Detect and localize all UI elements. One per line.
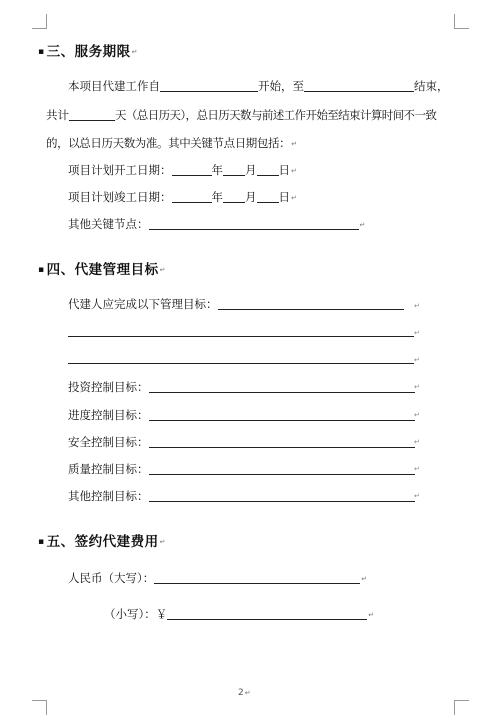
- label: 日: [278, 163, 290, 177]
- service-period-line-3[interactable]: [46, 135, 297, 151]
- paragraph-mark-icon: ↵: [291, 139, 298, 148]
- year-blank[interactable]: [172, 190, 212, 203]
- section-5-heading[interactable]: [38, 530, 166, 550]
- text: 本项目代建工作自: [68, 79, 160, 93]
- label: 年: [211, 190, 223, 204]
- text: 的，以总日历天数为准。其中关键节点日期包括：: [46, 136, 291, 150]
- day-blank[interactable]: [257, 190, 279, 203]
- paragraph-mark-icon: ↵: [291, 193, 297, 202]
- fee-uppercase-blank[interactable]: [154, 571, 360, 584]
- label: 其他关键节点：: [68, 217, 149, 231]
- text: 开始，至: [258, 79, 304, 93]
- paragraph-mark-icon: ↵: [414, 411, 420, 419]
- text: 共计: [46, 108, 69, 122]
- schedule-blank[interactable]: [149, 408, 415, 421]
- label: 人民币（大写）：: [68, 571, 155, 585]
- label: 项目计划竣工日期：: [68, 190, 172, 204]
- section-3-heading[interactable]: [38, 40, 138, 60]
- crop-mark-bottom-right: [454, 700, 469, 715]
- paragraph-mark-icon: ↵: [414, 356, 420, 364]
- paragraph-mark-icon: ↵: [159, 538, 166, 546]
- service-period-line-1[interactable]: [68, 78, 449, 94]
- paragraph-mark-icon: ↵: [361, 574, 368, 583]
- safety-blank[interactable]: [149, 435, 415, 448]
- label: 日: [278, 190, 290, 204]
- service-period-line-2[interactable]: [46, 107, 436, 123]
- planned-start-date-line[interactable]: [68, 162, 297, 178]
- paragraph-mark-icon: ↵: [359, 220, 366, 229]
- other-control-blank[interactable]: [149, 489, 415, 502]
- year-blank[interactable]: [172, 163, 212, 176]
- month-blank[interactable]: [223, 163, 245, 176]
- crop-mark-top-right: [454, 14, 469, 29]
- label: 项目计划开工日期：: [68, 163, 172, 177]
- label: 月: [245, 163, 257, 177]
- page-number: [238, 688, 251, 698]
- goals-blank-line-3[interactable]: [68, 363, 414, 364]
- bullet-icon: ▪: [38, 537, 45, 547]
- days-blank[interactable]: [69, 108, 115, 121]
- investment-control-line[interactable]: [68, 379, 415, 395]
- other-milestones-blank[interactable]: [149, 217, 359, 230]
- paragraph-mark-icon: ↵: [291, 166, 297, 175]
- paragraph-mark-icon: ↵: [131, 48, 138, 56]
- label: 质量控制目标：: [68, 462, 149, 476]
- label: 进度控制目标：: [68, 408, 149, 422]
- bullet-icon: ▪: [38, 47, 45, 57]
- management-goals-intro-line[interactable]: [68, 296, 404, 312]
- investment-blank[interactable]: [149, 380, 415, 393]
- paragraph-mark-icon: ↵: [159, 266, 166, 274]
- fee-lowercase-blank[interactable]: [167, 607, 367, 620]
- end-blank[interactable]: [304, 79, 414, 92]
- quality-blank[interactable]: [149, 462, 415, 475]
- label: （小写）：￥: [104, 607, 168, 621]
- bullet-icon: ▪: [38, 265, 45, 275]
- label: 年: [211, 163, 223, 177]
- paragraph-mark-icon: ↵: [414, 465, 420, 473]
- crop-mark-bottom-left: [32, 700, 47, 715]
- start-blank[interactable]: [160, 79, 258, 92]
- page-number-value: 2: [238, 688, 244, 698]
- fee-lowercase-line[interactable]: [104, 606, 374, 622]
- section-5-title: 五、签约代建费用: [46, 534, 159, 550]
- section-3-title: 三、服务期限: [46, 44, 131, 60]
- goals-blank-line-2[interactable]: [68, 336, 414, 337]
- section-4-heading[interactable]: [38, 258, 166, 278]
- label: 月: [245, 190, 257, 204]
- label: 投资控制目标：: [68, 380, 149, 394]
- paragraph-mark-icon: ↵: [244, 688, 251, 697]
- day-blank[interactable]: [257, 163, 279, 176]
- paragraph-mark-icon: ↵: [414, 302, 420, 310]
- other-milestones-line[interactable]: [68, 216, 365, 232]
- paragraph-mark-icon: ↵: [414, 438, 420, 446]
- paragraph-mark-icon: ↵: [368, 610, 375, 619]
- crop-mark-top-left: [32, 14, 47, 29]
- text: 天（总日历天），总日历天数与前述工作开始至结束计算时间不一致: [115, 108, 437, 122]
- paragraph-mark-icon: ↵: [414, 492, 420, 500]
- label: 其他控制目标：: [68, 489, 149, 503]
- goals-blank[interactable]: [218, 297, 404, 310]
- paragraph-mark-icon: ↵: [414, 329, 420, 337]
- quality-control-line[interactable]: [68, 461, 415, 477]
- paragraph-mark-icon: ↵: [414, 383, 420, 391]
- fee-uppercase-line[interactable]: [68, 570, 367, 586]
- label: 安全控制目标：: [68, 435, 149, 449]
- planned-completion-date-line[interactable]: [68, 189, 297, 205]
- label: 代建人应完成以下管理目标：: [68, 297, 218, 311]
- text: 结束，: [414, 79, 449, 93]
- month-blank[interactable]: [223, 190, 245, 203]
- other-control-line[interactable]: [68, 488, 415, 504]
- section-4-title: 四、代建管理目标: [46, 262, 159, 278]
- safety-control-line[interactable]: [68, 434, 415, 450]
- schedule-control-line[interactable]: [68, 407, 415, 423]
